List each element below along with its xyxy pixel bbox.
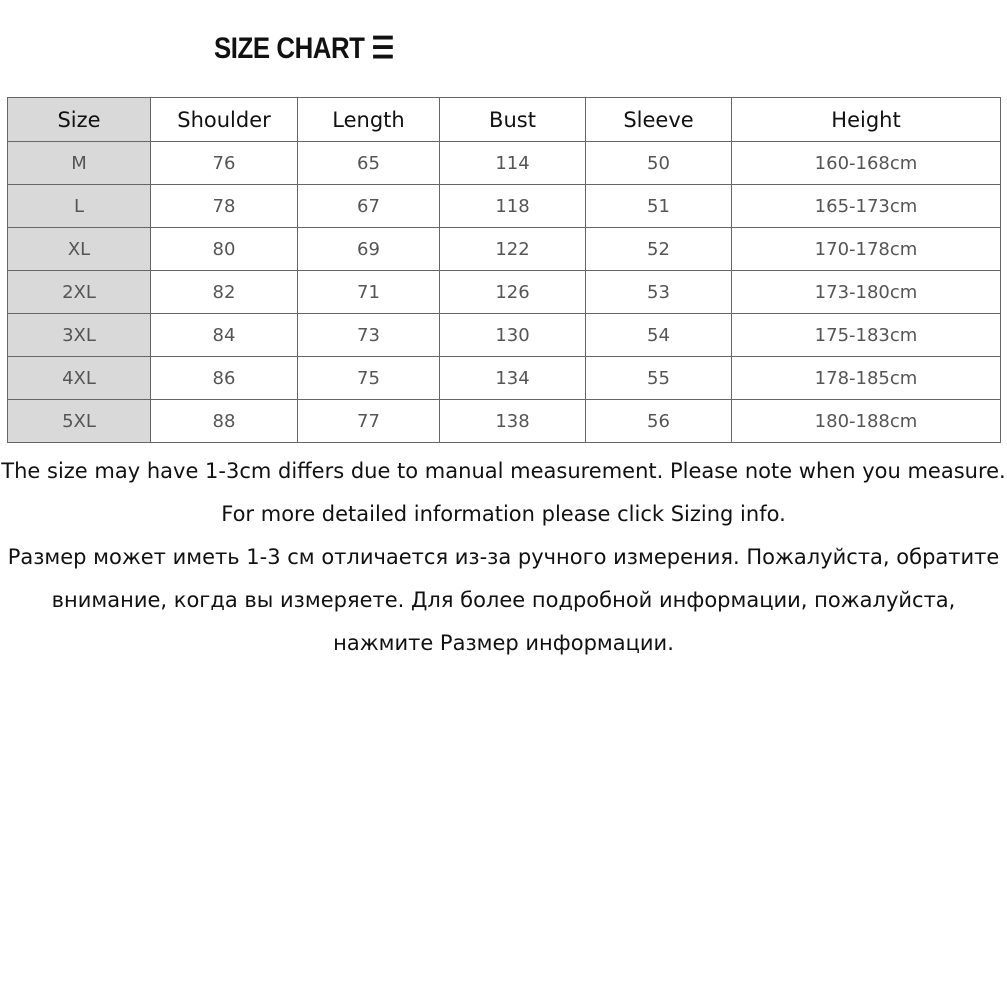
column-header-length: Length bbox=[298, 98, 440, 142]
table-row bbox=[8, 400, 1001, 443]
length-cell: 69 bbox=[298, 228, 440, 271]
sleeve-cell: 55 bbox=[586, 357, 732, 400]
size-cell: 3XL bbox=[8, 314, 151, 357]
height-cell: 175-183cm bbox=[732, 314, 1001, 357]
sleeve-cell: 51 bbox=[586, 185, 732, 228]
height-cell: 173-180cm bbox=[732, 271, 1001, 314]
size-cell: 4XL bbox=[8, 357, 151, 400]
length-cell: 77 bbox=[298, 400, 440, 443]
shoulder-cell: 88 bbox=[151, 400, 298, 443]
column-header-size: Size bbox=[8, 98, 151, 142]
height-cell: 160-168cm bbox=[732, 142, 1001, 185]
table-row bbox=[8, 142, 1001, 185]
shoulder-cell: 78 bbox=[151, 185, 298, 228]
sleeve-cell: 50 bbox=[586, 142, 732, 185]
length-cell: 65 bbox=[298, 142, 440, 185]
bust-cell: 134 bbox=[440, 357, 586, 400]
measurement-notes bbox=[0, 450, 1007, 665]
table-row bbox=[8, 271, 1001, 314]
length-cell: 71 bbox=[298, 271, 440, 314]
size-cell: L bbox=[8, 185, 151, 228]
bust-cell: 114 bbox=[440, 142, 586, 185]
shoulder-cell: 84 bbox=[151, 314, 298, 357]
height-cell: 165-173cm bbox=[732, 185, 1001, 228]
title-text: SIZE CHART bbox=[214, 32, 365, 65]
size-cell: M bbox=[8, 142, 151, 185]
bust-cell: 138 bbox=[440, 400, 586, 443]
note-english: The size may have 1-3cm differs due to manual measurement. Please note when you measure. For more detailed information please click Sizing info. bbox=[1, 459, 1006, 526]
menu-icon: ☰ bbox=[371, 32, 395, 65]
table-header-row bbox=[8, 98, 1001, 142]
shoulder-cell: 76 bbox=[151, 142, 298, 185]
shoulder-cell: 86 bbox=[151, 357, 298, 400]
bust-cell: 118 bbox=[440, 185, 586, 228]
length-cell: 67 bbox=[298, 185, 440, 228]
column-header-shoulder: Shoulder bbox=[151, 98, 298, 142]
note-russian: Размер может иметь 1-3 см отличается из-за ручного измерения. Пожалуйста, обратите внимание, когда вы измеряете. Для более подробной информации, пожалуйста, нажмите Размер информации. bbox=[7, 545, 1000, 655]
column-header-height: Height bbox=[732, 98, 1001, 142]
table-row bbox=[8, 357, 1001, 400]
sleeve-cell: 56 bbox=[586, 400, 732, 443]
column-header-sleeve: Sleeve bbox=[586, 98, 732, 142]
size-cell: 2XL bbox=[8, 271, 151, 314]
table-row bbox=[8, 228, 1001, 271]
length-cell: 73 bbox=[298, 314, 440, 357]
bust-cell: 130 bbox=[440, 314, 586, 357]
sleeve-cell: 54 bbox=[586, 314, 732, 357]
shoulder-cell: 80 bbox=[151, 228, 298, 271]
length-cell: 75 bbox=[298, 357, 440, 400]
table-row bbox=[8, 185, 1001, 228]
column-header-bust: Bust bbox=[440, 98, 586, 142]
height-cell: 178-185cm bbox=[732, 357, 1001, 400]
page-title bbox=[214, 30, 394, 68]
size-cell: XL bbox=[8, 228, 151, 271]
size-chart-table bbox=[7, 97, 1001, 443]
shoulder-cell: 82 bbox=[151, 271, 298, 314]
sleeve-cell: 53 bbox=[586, 271, 732, 314]
height-cell: 180-188cm bbox=[732, 400, 1001, 443]
size-cell: 5XL bbox=[8, 400, 151, 443]
table-row bbox=[8, 314, 1001, 357]
bust-cell: 122 bbox=[440, 228, 586, 271]
height-cell: 170-178cm bbox=[732, 228, 1001, 271]
sleeve-cell: 52 bbox=[586, 228, 732, 271]
bust-cell: 126 bbox=[440, 271, 586, 314]
